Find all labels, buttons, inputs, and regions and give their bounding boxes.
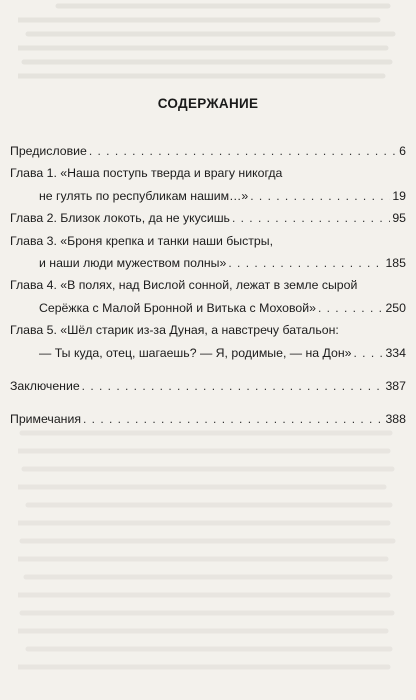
toc-entry-row [10, 297, 406, 319]
toc-gap [10, 397, 406, 408]
toc-entry-title: — Ты куда, отец, шагаешь? — Я, родимые, — на Дон» [39, 345, 352, 360]
toc-page-number: 19 [392, 188, 406, 203]
toc-entry-title: Серёжка с Малой Бронной и Витька с Моховой» [39, 300, 316, 315]
toc-entry[interactable] [10, 274, 406, 319]
toc-entry-row [10, 375, 406, 397]
toc-page-number: 185 [385, 256, 406, 271]
toc-page-number: 388 [385, 412, 406, 427]
toc-entry-title: Предисловие [10, 144, 87, 158]
toc-entry[interactable] [10, 140, 406, 162]
toc-entry-title-line: Глава 1. «Наша поступь тверда и врагу никогда [10, 166, 283, 181]
dot-leader [353, 342, 383, 364]
toc-entry-title: Глава 2. Близок локоть, да не укусишь [10, 211, 230, 226]
toc-entry-title: Примечания [10, 412, 81, 427]
dot-leader [82, 375, 384, 397]
dot-leader [318, 297, 384, 319]
toc-page-number: 387 [385, 379, 406, 394]
toc-entry-title-line: Глава 3. «Броня крепка и танки наши быстры, [10, 233, 273, 248]
toc-page-number: 95 [392, 211, 406, 226]
toc-page-number: 334 [385, 345, 406, 360]
toc-entry[interactable] [10, 230, 406, 275]
table-of-contents [10, 140, 406, 431]
toc-entry-row [10, 140, 406, 162]
toc-entry-title: не гулять по республикам нашим…» [39, 188, 249, 203]
toc-entry-title-line: Глава 5. «Шёл старик из-за Дуная, а навстречу батальон: [10, 323, 339, 338]
toc-entry-row [10, 252, 406, 274]
toc-page-number: 6 [399, 144, 406, 158]
show-through-text-bottom [18, 425, 398, 690]
toc-entry-row [10, 185, 406, 207]
toc-entry-row [10, 207, 406, 229]
toc-gap [10, 364, 406, 375]
dot-leader [89, 140, 397, 162]
toc-page-number: 250 [385, 300, 406, 315]
toc-heading: СОДЕРЖАНИЕ [157, 96, 259, 111]
toc-entry[interactable] [10, 319, 406, 364]
toc-entry-title: и наши люди мужеством полны» [39, 256, 227, 271]
show-through-lines-top [18, 0, 398, 90]
toc-entry-title: Заключение [10, 379, 80, 394]
toc-entry-row [10, 342, 406, 364]
dot-leader [250, 185, 390, 207]
show-through-text-top [18, 0, 398, 90]
toc-entry[interactable] [10, 162, 406, 207]
dot-leader [228, 252, 383, 274]
show-through-lines-bottom [18, 425, 398, 690]
toc-entry-title-line: Глава 4. «В полях, над Вислой сонной, лежат в земле сырой [10, 278, 358, 293]
toc-entry[interactable] [10, 207, 406, 229]
toc-entry[interactable] [10, 375, 406, 397]
dot-leader [232, 207, 390, 229]
